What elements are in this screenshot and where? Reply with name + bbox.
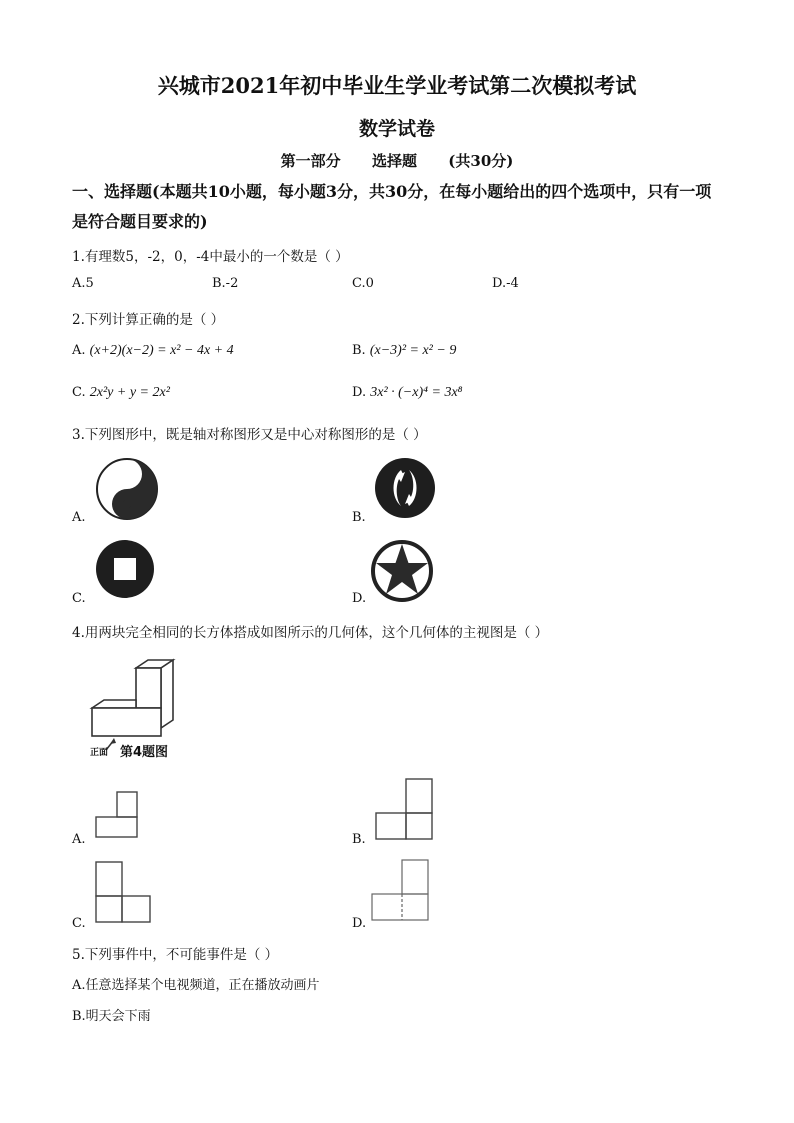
q1-option-b: B.-2 [212, 276, 239, 291]
q2-option-d [352, 385, 463, 401]
section-heading-line1: 一、选择题(本题共10小题，每小题3分，共30分，在每小题给出的四个选项中，只有一项 [72, 182, 712, 201]
q4-front-label: 正面 [90, 748, 109, 758]
q2-option-c-expr: 2x²y + y = 2x² [89, 385, 170, 400]
q1-option-a: A.5 [72, 276, 94, 291]
q3-option-d: D. [352, 591, 367, 606]
q4-option-a: A. [72, 832, 86, 847]
section-heading-line2: 是符合题目要求的) [72, 212, 208, 231]
q4-option-c: C. [72, 916, 86, 931]
q1-option-d: D.-4 [492, 276, 519, 291]
star-in-circle-icon [369, 538, 435, 604]
question-3-stem: 3.下列图形中，既是轴对称图形又是中心对称图形的是（ ） [72, 427, 427, 443]
q3-option-c: C. [72, 591, 86, 606]
q4-option-b: B. [352, 832, 366, 847]
q3-option-b: B. [352, 510, 366, 525]
q4-option-c-view [94, 860, 154, 926]
q2-option-a [72, 343, 234, 359]
question-2-stem: 2.下列计算正确的是（ ） [72, 312, 225, 328]
part-heading: 第一部分 选择题 (共30分) [280, 152, 514, 170]
q4-option-d-view [370, 858, 434, 924]
section-heading [72, 177, 732, 237]
q4-option-d: D. [352, 916, 367, 931]
question-4-stem: 4.用两块完全相同的长方体搭成如图所示的几何体，这个几何体的主视图是（ ） [72, 625, 549, 641]
q2-option-c-label: C. [72, 385, 86, 400]
q2-option-a-label: A. [72, 343, 86, 358]
question-5-stem: 5.下列事件中，不可能事件是（ ） [72, 947, 279, 963]
q2-option-a-expr: (x+2)(x−2) = x² − 4x + 4 [89, 343, 234, 358]
q2-option-d-expr: 3x² · (−x)⁴ = 3x⁸ [370, 385, 463, 400]
q1-option-c: C.0 [352, 276, 374, 291]
exam-subtitle: 数学试卷 [358, 118, 435, 140]
q4-figure-caption: 第4题图 [120, 745, 169, 760]
q5-option-b: B.明天会下雨 [72, 1009, 151, 1024]
q2-option-b-label: B. [352, 343, 366, 358]
question-1-stem: 1.有理数5，-2，0，-4中最小的一个数是（ ） [72, 249, 349, 265]
q5-option-a: A.任意选择某个电视频道，正在播放动画片 [72, 978, 320, 993]
q4-option-a-view [94, 790, 140, 840]
q3-option-a: A. [72, 510, 86, 525]
yin-yang-icon [94, 456, 160, 522]
q4-option-b-view [374, 777, 436, 841]
square-hole-coin-icon [94, 538, 156, 600]
q2-option-b-expr: (x−3)² = x² − 9 [369, 343, 457, 358]
exam-title: 兴城市2021年初中毕业生学业考试第二次模拟考试 [157, 73, 637, 98]
q2-option-d-label: D. [352, 385, 367, 400]
circular-arrows-logo-icon [373, 456, 437, 520]
q2-option-b [352, 343, 456, 359]
q2-option-c [72, 385, 170, 401]
